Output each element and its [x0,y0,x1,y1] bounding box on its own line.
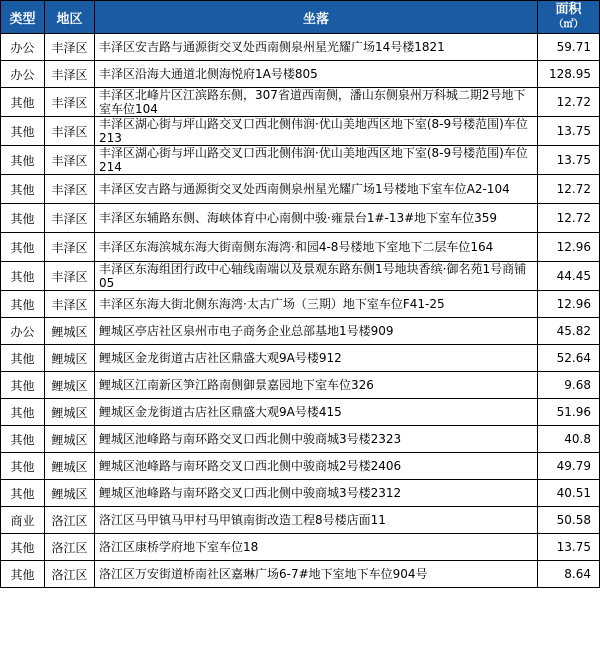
cell-area: 13.75 [538,117,600,146]
cell-location: 丰泽区沿海大通道北侧海悦府1A号楼805 [95,61,538,88]
cell-district: 洛江区 [45,561,95,588]
table-row [1,561,600,588]
cell-type: 办公 [1,34,45,61]
cell-type: 办公 [1,61,45,88]
cell-location: 丰泽区东海滨城东海大街南侧东海湾·和园4-8号楼地下室地下二层车位164 [95,233,538,262]
table-row [1,88,600,117]
table-header-row [1,1,600,34]
table-row [1,233,600,262]
table-row [1,453,600,480]
cell-type: 其他 [1,426,45,453]
table-row [1,175,600,204]
cell-area: 40.51 [538,480,600,507]
cell-area: 40.8 [538,426,600,453]
cell-district: 鲤城区 [45,345,95,372]
table-row [1,34,600,61]
cell-type: 其他 [1,146,45,175]
table-row [1,318,600,345]
table-row [1,262,600,291]
cell-district: 鲤城区 [45,399,95,426]
cell-district: 丰泽区 [45,88,95,117]
cell-district: 丰泽区 [45,117,95,146]
cell-type: 其他 [1,453,45,480]
cell-district: 鲤城区 [45,426,95,453]
cell-area: 44.45 [538,262,600,291]
cell-district: 鲤城区 [45,372,95,399]
cell-location: 丰泽区湖心街与坪山路交叉口西北侧伟润·优山美地西区地下室(8-9号楼范围)车位213 [95,117,538,146]
cell-area: 12.96 [538,291,600,318]
cell-district: 丰泽区 [45,175,95,204]
cell-location: 洛江区万安街道桥南社区嘉琳广场6-7#地下室地下车位904号 [95,561,538,588]
cell-location: 丰泽区北峰片区江滨路东侧，307省道西南侧，潘山东侧泉州万科城二期2号地下室车位104 [95,88,538,117]
header-location: 坐落 [95,1,538,34]
cell-area: 9.68 [538,372,600,399]
cell-area: 51.96 [538,399,600,426]
cell-location: 洛江区康桥学府地下室车位18 [95,534,538,561]
cell-type: 其他 [1,399,45,426]
cell-district: 洛江区 [45,534,95,561]
table-row [1,399,600,426]
header-area-label: 面积 [555,1,582,17]
cell-area: 49.79 [538,453,600,480]
cell-location: 鲤城区金龙街道古店社区鼎盛大观9A号楼912 [95,345,538,372]
cell-location: 鲤城区池峰路与南环路交叉口西北侧中骏商城3号楼2323 [95,426,538,453]
cell-area: 12.72 [538,175,600,204]
table-row [1,480,600,507]
cell-type: 其他 [1,117,45,146]
cell-type: 其他 [1,175,45,204]
cell-area: 50.58 [538,507,600,534]
cell-location: 丰泽区安吉路与通源街交叉处西南侧泉州星光耀广场14号楼1821 [95,34,538,61]
cell-type: 其他 [1,534,45,561]
cell-location: 丰泽区湖心街与坪山路交叉口西北侧伟润·优山美地西区地下室(8-9号楼范围)车位214 [95,146,538,175]
cell-area: 59.71 [538,34,600,61]
cell-area: 52.64 [538,345,600,372]
cell-type: 办公 [1,318,45,345]
cell-area: 8.64 [538,561,600,588]
header-district: 地区 [45,1,95,34]
cell-area: 12.96 [538,233,600,262]
cell-district: 丰泽区 [45,61,95,88]
cell-district: 丰泽区 [45,291,95,318]
cell-area: 12.72 [538,88,600,117]
cell-location: 丰泽区安吉路与通源街交叉处西南侧泉州星光耀广场1号楼地下室车位A2-104 [95,175,538,204]
cell-district: 鲤城区 [45,453,95,480]
cell-district: 鲤城区 [45,318,95,345]
table-row [1,372,600,399]
cell-type: 其他 [1,561,45,588]
cell-type: 其他 [1,233,45,262]
table-row [1,204,600,233]
table-row [1,117,600,146]
watermark-fade [470,600,600,660]
cell-location: 鲤城区池峰路与南环路交叉口西北侧中骏商城3号楼2312 [95,480,538,507]
cell-type: 商业 [1,507,45,534]
cell-district: 丰泽区 [45,233,95,262]
cell-district: 洛江区 [45,507,95,534]
cell-district: 鲤城区 [45,480,95,507]
cell-type: 其他 [1,372,45,399]
cell-area: 45.82 [538,318,600,345]
cell-area: 12.72 [538,204,600,233]
cell-location: 鲤城区金龙街道古店社区鼎盛大观9A号楼415 [95,399,538,426]
table-row [1,61,600,88]
cell-area: 13.75 [538,146,600,175]
cell-district: 丰泽区 [45,262,95,291]
cell-type: 其他 [1,88,45,117]
header-type: 类型 [1,1,45,34]
cell-location: 洛江区马甲镇马甲村马甲镇南街改造工程8号楼店面11 [95,507,538,534]
table-row [1,507,600,534]
cell-type: 其他 [1,262,45,291]
cell-district: 丰泽区 [45,34,95,61]
cell-type: 其他 [1,480,45,507]
cell-district: 丰泽区 [45,146,95,175]
cell-area: 128.95 [538,61,600,88]
cell-district: 丰泽区 [45,204,95,233]
header-area [538,1,600,34]
cell-location: 鲤城区池峰路与南环路交叉口西北侧中骏商城2号楼2406 [95,453,538,480]
header-area-unit: （㎡） [553,18,584,30]
table-row [1,345,600,372]
cell-location: 鲤城区江南新区笋江路南侧御景嘉园地下室车位326 [95,372,538,399]
cell-area: 13.75 [538,534,600,561]
cell-location: 丰泽区东辅路东侧、海峡体育中心南侧中骏·雍景台1#-13#地下室车位359 [95,204,538,233]
cell-type: 其他 [1,204,45,233]
table-row [1,534,600,561]
cell-location: 丰泽区东海大街北侧东海湾·太古广场（三期）地下室车位F41-25 [95,291,538,318]
cell-type: 其他 [1,345,45,372]
table-row [1,291,600,318]
table-row [1,426,600,453]
table-row [1,146,600,175]
cell-type: 其他 [1,291,45,318]
cell-location: 鲤城区亭店社区泉州市电子商务企业总部基地1号楼909 [95,318,538,345]
cell-location: 丰泽区东海组团行政中心轴线南端以及景观东路东侧1号地块香缤·御名苑1号商铺05 [95,262,538,291]
